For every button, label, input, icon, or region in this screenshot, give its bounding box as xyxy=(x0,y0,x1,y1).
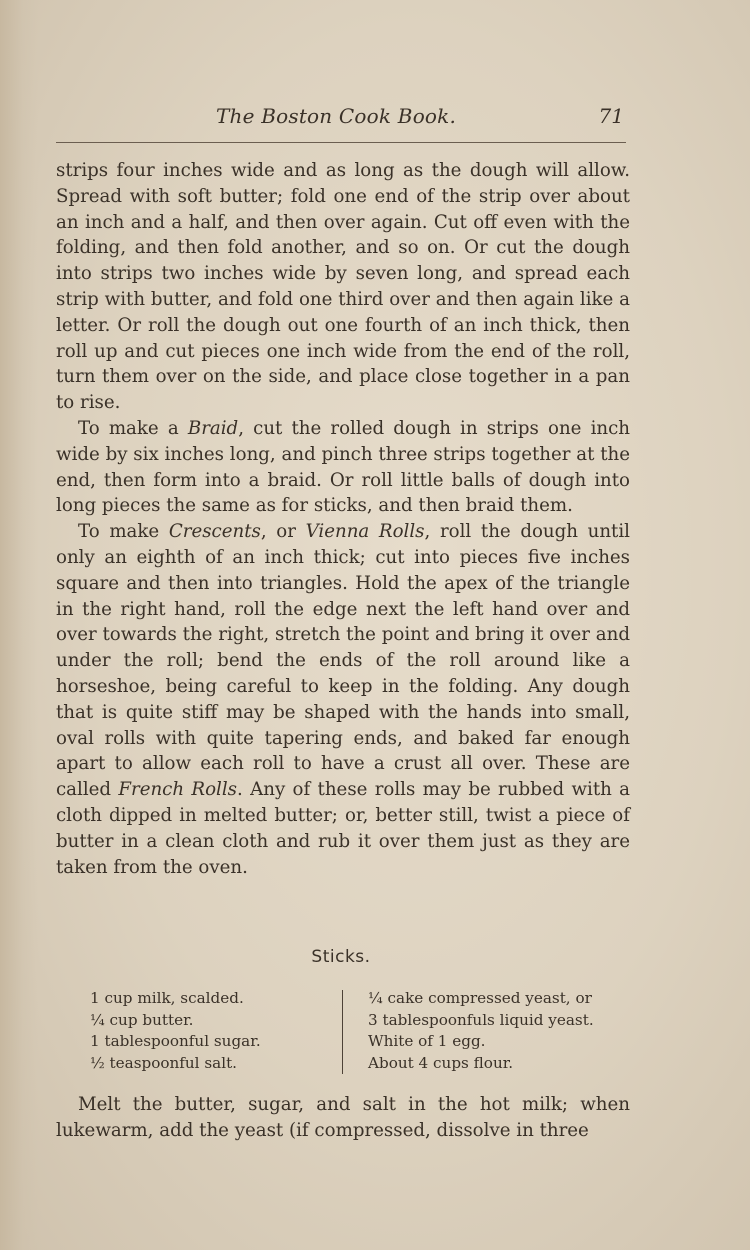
ingredient-item: About 4 cups flour. xyxy=(368,1053,514,1072)
text-run: To make xyxy=(78,521,169,543)
page-number: 71 xyxy=(598,104,624,128)
ingredients-left-column xyxy=(90,988,330,1074)
method-paragraph: Melt the butter, sugar, and salt in the hot milk; when lukewarm, add the yeast (if compressed, dissolve in three xyxy=(56,1094,630,1141)
ingredient-item: 1 tablespoonful sugar. xyxy=(90,1032,261,1050)
ingredient-item: ¼ cake compressed yeast, or xyxy=(368,989,592,1007)
ingredient-item: 3 tablespoonfuls liquid yeast. xyxy=(368,1010,594,1029)
text-run: , or xyxy=(260,521,306,543)
body-paragraph xyxy=(56,519,630,880)
header-rule xyxy=(56,142,626,143)
ingredients-list xyxy=(56,988,626,1076)
recipe-method xyxy=(56,1092,630,1144)
ingredients-right-column xyxy=(368,988,628,1074)
ingredient-item: ¼ cup butter. xyxy=(90,1010,194,1029)
italic-term: Crescents xyxy=(168,521,261,543)
ingredient-item: ½ teaspoonful salt. xyxy=(90,1053,238,1072)
text-run: . Any of these rolls may be rubbed with a cloth dipped in melted butter; or, better still, twist a piece of butter in a clean cloth and rub it over them just as they are taken from the oven. xyxy=(56,779,631,878)
italic-term: Vienna Rolls xyxy=(305,521,425,543)
text-run: To make a xyxy=(78,417,188,439)
body-paragraph xyxy=(56,158,630,416)
ingredients-divider xyxy=(342,990,343,1074)
body-text xyxy=(56,158,630,880)
text-run: , roll the dough until only an eighth of an inch thick; cut into pieces five inches square and then into triangles. Hold the apex of the triangle in the right hand, roll the edge next the left hand over and over towards the right, stretch the point and bring it over and under the roll; bend the ends of the roll around like a horseshoe, being careful to keep in the folding. Any dough that is quite stiff may be shaped with the hands into small, oval rolls with quite tapering ends, and baked far enough apart to allow each roll to have a crust all over. These are called xyxy=(56,521,630,801)
ingredient-item: 1 cup milk, scalded. xyxy=(90,989,244,1007)
page-gutter-shadow xyxy=(0,0,38,1250)
italic-term: French Rolls xyxy=(118,779,238,801)
ingredient-item: White of 1 egg. xyxy=(368,1032,486,1050)
recipe-title: Sticks. xyxy=(311,947,371,967)
running-header xyxy=(56,104,626,134)
running-title: The Boston Cook Book. xyxy=(216,104,457,128)
italic-term: Braid xyxy=(187,417,239,439)
text-run: , cut the rolled dough in strips one inch wide by six inches long, and pinch three strips together at the end, then form into a braid. Or roll little balls of dough into long pieces the same as for sticks, and then braid them. xyxy=(56,417,630,517)
body-paragraph xyxy=(56,416,630,519)
text-run: strips four inches wide and as long as the dough will allow. Spread with soft butter; fold one end of the strip over about an inch and a half, and then over again. Cut off even with the folding, and then fold another, and so on. Or cut the dough into strips two inches wide by seven long, and spread each strip with butter, and fold one third over and then again like a letter. Or roll the dough out one fourth of an inch thick, then roll up and cut pieces one inch wide from the end of the roll, turn them over on the side, and place close together in a pan to rise. xyxy=(56,160,630,414)
